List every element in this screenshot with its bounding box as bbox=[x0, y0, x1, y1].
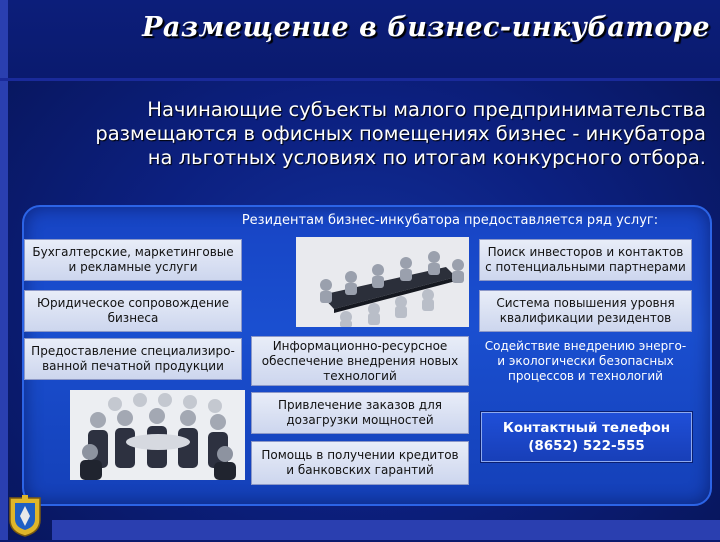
intro-line-2: размещаются в офисных помещениях бизнес - инкубатора bbox=[95, 122, 706, 145]
coat-of-arms-logo bbox=[6, 494, 44, 538]
title-divider bbox=[0, 78, 720, 81]
intro-text bbox=[36, 98, 706, 170]
bottom-bar bbox=[52, 520, 720, 540]
contact-label: Контактный телефон bbox=[502, 420, 671, 436]
service-accounting: Бухгалтерские, маркетинговые и рекламные услуги bbox=[24, 239, 242, 281]
team-hands-image bbox=[70, 390, 245, 480]
contact-phone: (8652) 522-555 bbox=[528, 438, 645, 454]
service-qualification: Система повышения уровня квалификации резидентов bbox=[479, 290, 692, 332]
left-accent-strip bbox=[0, 0, 8, 540]
service-printing: Предоставление специализиро-ванной печатной продукции bbox=[24, 338, 242, 380]
contact-box bbox=[481, 412, 692, 462]
service-info-support: Информационно-ресурсное обеспечение внедрения новых технологий bbox=[251, 336, 469, 386]
intro-line-1: Начинающие субъекты малого предпринимательства bbox=[147, 98, 706, 121]
service-credits: Помощь в получении кредитов и банковских гарантий bbox=[251, 441, 469, 485]
service-orders: Привлечение заказов для дозагрузки мощностей bbox=[251, 392, 469, 434]
services-heading: Резидентам бизнес-инкубатора предоставляется ряд услуг: bbox=[241, 213, 659, 228]
meeting-table-image bbox=[296, 237, 469, 327]
service-energy: Содействие внедрению энерго-и экологически безопасных процессов и технологий bbox=[484, 338, 687, 383]
service-legal: Юридическое сопровождение бизнеса bbox=[24, 290, 242, 332]
slide-title: Размещение в бизнес-инкубаторе bbox=[142, 12, 710, 43]
intro-line-3: на льготных условиях по итогам конкурсного отбора. bbox=[147, 146, 706, 169]
service-investors: Поиск инвесторов и контактов с потенциальными партнерами bbox=[479, 239, 692, 281]
